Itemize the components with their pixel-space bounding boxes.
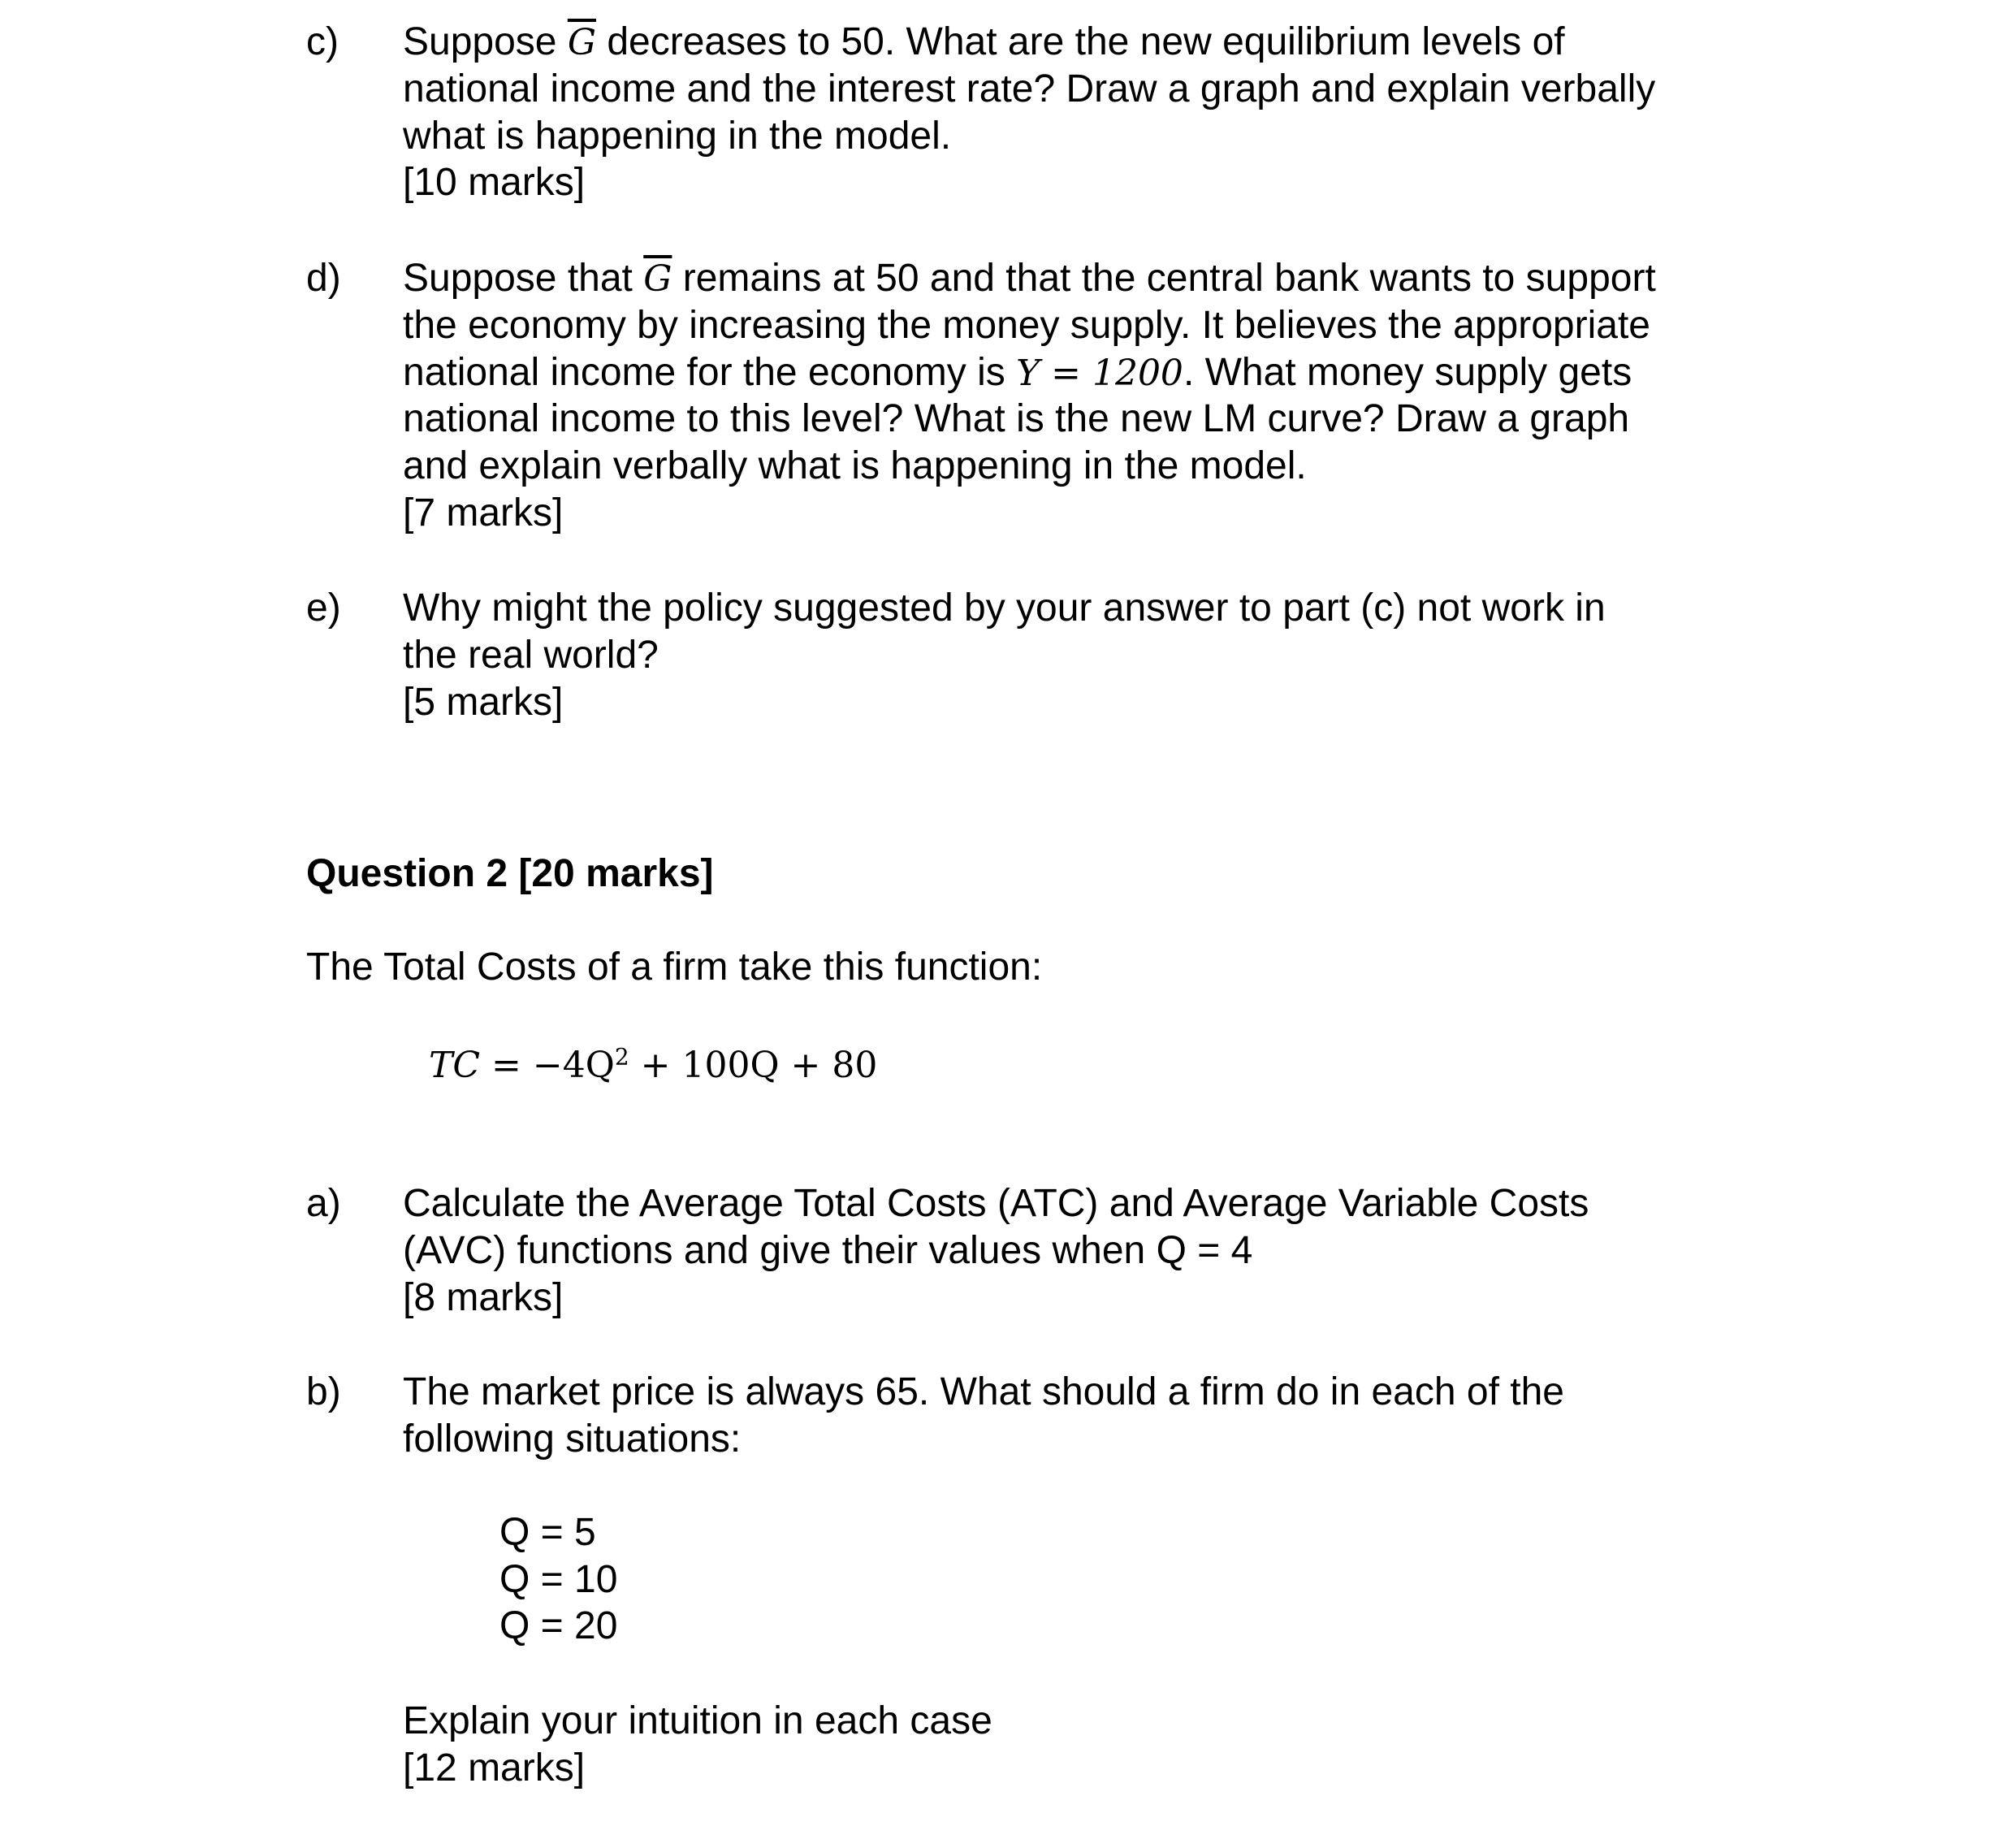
g-bar-symbol: $\overline{G}$ (643, 258, 672, 300)
text-line (403, 1416, 741, 1463)
part-label: c) (306, 20, 339, 63)
text-segment: the economy by increasing the money supply. It believes the appropriate (403, 303, 1650, 347)
text-segment: Calculate the Average Total Costs (ATC) and Average Variable Costs (403, 1182, 1589, 1225)
text-line (403, 1180, 1589, 1227)
text-segment: national income for the economy is (403, 350, 1017, 394)
text-line (403, 679, 563, 726)
text-line (403, 1275, 563, 1322)
part-label: d) (306, 257, 341, 300)
text-line (403, 632, 659, 679)
text-segment: the real world? (403, 633, 659, 677)
text-segment: [8 marks] (403, 1275, 564, 1319)
part-label: e) (306, 586, 341, 630)
text-segment: (AVC) functions and give their values when Q = 4 (403, 1228, 1253, 1272)
part-label: b) (306, 1370, 341, 1413)
text-line (403, 1369, 1564, 1416)
text-segment: remains at 50 and that the central bank wants to support (672, 257, 1656, 300)
text-segment: what is happening in the model. (403, 114, 952, 158)
situation-3: Q = 20 (499, 1604, 618, 1647)
equation-rhs-b: + 100Q + 80 (629, 1045, 878, 1086)
text-line (403, 19, 1565, 67)
text-segment: The market price is always 65. What should a firm do in each of the (403, 1370, 1564, 1413)
text-segment: Suppose that (403, 257, 644, 300)
part-label: a) (306, 1182, 341, 1225)
text-segment: and explain verbally what is happening in the model. (403, 444, 1307, 488)
text-segment: [10 marks] (403, 161, 586, 205)
text-line (403, 1227, 1252, 1275)
equation-exponent: 2 (614, 1043, 629, 1071)
text-line (403, 349, 1632, 397)
closing-marks: [12 marks] (403, 1746, 586, 1790)
text-line (403, 396, 1629, 443)
text-segment: [7 marks] (403, 491, 564, 534)
equation-rhs-a: = −4Q (491, 1045, 615, 1086)
situation-2: Q = 10 (499, 1558, 618, 1601)
text-segment: national income and the interest rate? Draw a graph and explain verbally (403, 67, 1656, 110)
text-line (403, 443, 1307, 490)
g-bar-symbol: $\overline{G}$ (567, 22, 596, 63)
text-segment: Why might the policy suggested by your answer to part (c) not work in (403, 586, 1606, 630)
text-line (403, 113, 951, 160)
text-line (403, 66, 1655, 113)
math-expression: Y = 1200 (1016, 352, 1183, 394)
text-segment: decreases to 50. What are the new equilibrium levels of (595, 20, 1565, 63)
text-segment: national income to this level? What is the new LM curve? Draw a graph (403, 397, 1630, 441)
situation-1: Q = 5 (499, 1511, 596, 1554)
question-2-heading: Question 2 [20 marks] (306, 852, 714, 895)
text-segment: following situations: (403, 1417, 742, 1461)
text-line (403, 159, 585, 206)
text-segment: . What money supply gets (1183, 350, 1632, 394)
text-segment: Suppose (403, 20, 568, 63)
text-segment: [5 marks] (403, 680, 564, 724)
text-line (403, 302, 1650, 349)
text-line (403, 490, 563, 537)
text-line (403, 255, 1656, 303)
text-line (403, 585, 1606, 632)
question-2-intro: The Total Costs of a firm take this function: (306, 946, 1043, 989)
equation-lhs: TC (429, 1045, 481, 1086)
total-cost-equation (429, 1042, 877, 1089)
closing-instruction: Explain your intuition in each case (403, 1699, 992, 1742)
